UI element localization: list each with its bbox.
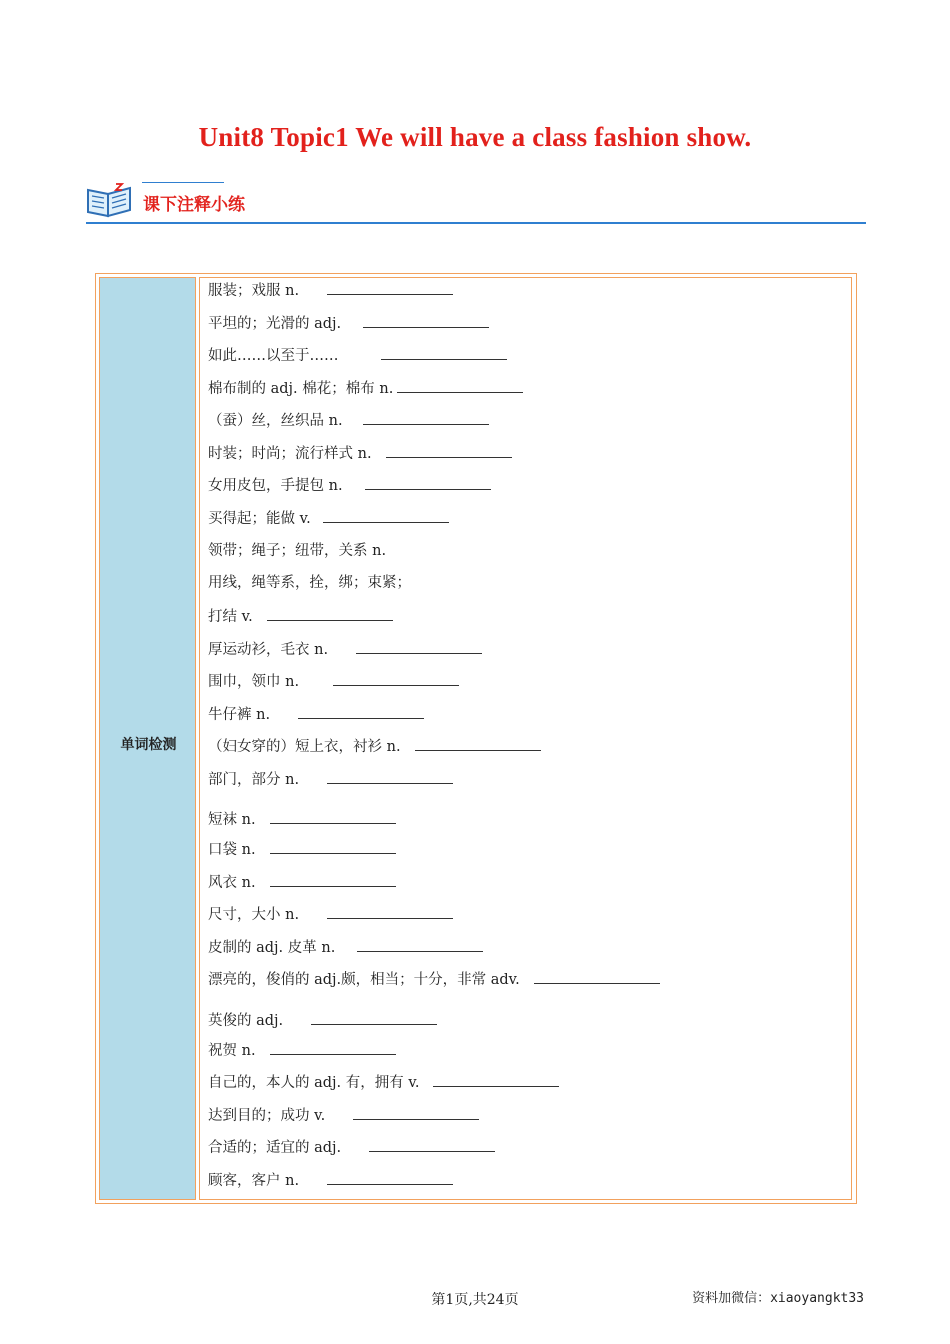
vocab-item [208, 541, 386, 561]
vocab-prompt: 达到目的；成功 v. [208, 1108, 326, 1124]
answer-blank[interactable] [333, 671, 459, 686]
answer-blank[interactable] [357, 937, 483, 952]
vocab-prompt: 棉布制的 adj. 棉花；棉布 n. [208, 381, 394, 397]
vocab-prompt: 打结 v. [208, 609, 253, 625]
answer-blank[interactable] [415, 736, 541, 751]
vocab-item [208, 671, 459, 691]
vocab-prompt: 厚运动衫，毛衣 n. [208, 642, 329, 658]
vocab-item [208, 443, 512, 463]
vocab-item [208, 280, 453, 300]
answer-blank[interactable] [363, 313, 489, 328]
answer-blank[interactable] [270, 872, 396, 887]
vocab-prompt: 牛仔裤 n. [208, 707, 271, 723]
vocab-item [208, 573, 411, 593]
answer-blank[interactable] [365, 475, 491, 490]
header-top-line [142, 182, 224, 183]
vocab-item [208, 606, 393, 626]
vocab-item [208, 704, 424, 724]
category-label: 单词检测 [120, 737, 177, 753]
vocab-prompt: 部门，部分 n. [208, 772, 300, 788]
answer-blank[interactable] [270, 1040, 396, 1055]
book-icon [86, 182, 134, 218]
page-number: 第1页,共24页 [431, 1292, 519, 1308]
category-cell [99, 277, 196, 1200]
answer-blank[interactable] [433, 1072, 559, 1087]
vocab-prompt: 围巾，领巾 n. [208, 674, 300, 690]
vocab-prompt: 顾客，客户 n. [208, 1173, 300, 1189]
vocab-prompt: 尺寸，大小 n. [208, 907, 300, 923]
answer-blank[interactable] [311, 1010, 437, 1025]
vocab-item [208, 410, 489, 430]
vocab-item [208, 937, 483, 957]
vocab-prompt: 短袜 n. [208, 812, 256, 828]
vocab-item [208, 1072, 559, 1092]
vocab-prompt: 合适的；适宜的 adj. [208, 1140, 342, 1156]
answer-blank[interactable] [363, 410, 489, 425]
vocab-item [208, 313, 489, 333]
vocab-prompt: 口袋 n. [208, 842, 256, 858]
vocab-prompt: 平坦的；光滑的 adj. [208, 316, 342, 332]
vocab-item [208, 475, 491, 495]
section-header [86, 176, 866, 226]
vocab-prompt: 女用皮包，手提包 n. [208, 478, 343, 494]
vocab-prompt: 英俊的 adj. [208, 1013, 284, 1029]
answer-blank[interactable] [267, 606, 393, 621]
vocab-prompt: 漂亮的，俊俏的 adj.颇，相当；十分，非常 adv. [208, 972, 520, 988]
answer-blank[interactable] [353, 1105, 479, 1120]
vocab-prompt: 买得起；能做 v. [208, 511, 311, 527]
vocab-item [208, 345, 507, 365]
answer-blank[interactable] [386, 443, 512, 458]
page-title: Unit8 Topic1 We will have a class fashion show. [198, 122, 752, 152]
vocab-item [208, 639, 482, 659]
vocab-item [208, 904, 453, 924]
vocab-item [208, 969, 660, 989]
answer-blank[interactable] [323, 508, 449, 523]
vocab-prompt: 如此……以至于…… [208, 348, 339, 364]
answer-blank[interactable] [369, 1137, 495, 1152]
answer-blank[interactable] [356, 639, 482, 654]
vocab-prompt: 领带；绳子；纽带，关系 n. [208, 543, 387, 559]
answer-blank[interactable] [270, 809, 396, 824]
answer-blank[interactable] [298, 704, 424, 719]
section-label: 课下注释小练 [143, 195, 245, 215]
vocab-item [208, 508, 449, 528]
answer-blank[interactable] [381, 345, 507, 360]
answer-blank[interactable] [327, 904, 453, 919]
answer-blank[interactable] [270, 839, 396, 854]
vocab-prompt: 皮制的 adj. 皮革 n. [208, 940, 336, 956]
vocab-item [208, 1105, 479, 1125]
vocab-prompt: 时装；时尚；流行样式 n. [208, 446, 372, 462]
answer-blank[interactable] [327, 280, 453, 295]
vocab-prompt: 用线，绳等系，拴，绑；束紧； [208, 575, 411, 591]
vocab-prompt: 祝贺 n. [208, 1043, 256, 1059]
vocab-item [208, 1137, 495, 1157]
vocab-prompt: 服装；戏服 n. [208, 283, 300, 299]
vocab-item [208, 1010, 437, 1030]
vocab-prompt: 风衣 n. [208, 875, 256, 891]
vocab-item [208, 769, 453, 789]
header-rule [86, 222, 866, 224]
vocab-item [208, 809, 396, 829]
wechat-note: 资料加微信：xiaoyangkt33 [692, 1291, 864, 1306]
answer-blank[interactable] [397, 378, 523, 393]
vocab-item [208, 839, 396, 859]
vocab-prompt: （妇女穿的）短上衣，衬衫 n. [208, 739, 401, 755]
vocab-item [208, 378, 523, 398]
vocab-prompt: 自己的，本人的 adj. 有，拥有 v. [208, 1075, 420, 1091]
vocab-item [208, 736, 541, 756]
answer-blank[interactable] [327, 1170, 453, 1185]
vocab-item [208, 1040, 396, 1060]
vocab-item [208, 1170, 453, 1190]
answer-blank[interactable] [327, 769, 453, 784]
answer-blank[interactable] [534, 969, 660, 984]
vocab-prompt: （蚕）丝，丝织品 n. [208, 413, 343, 429]
vocab-item [208, 872, 396, 892]
